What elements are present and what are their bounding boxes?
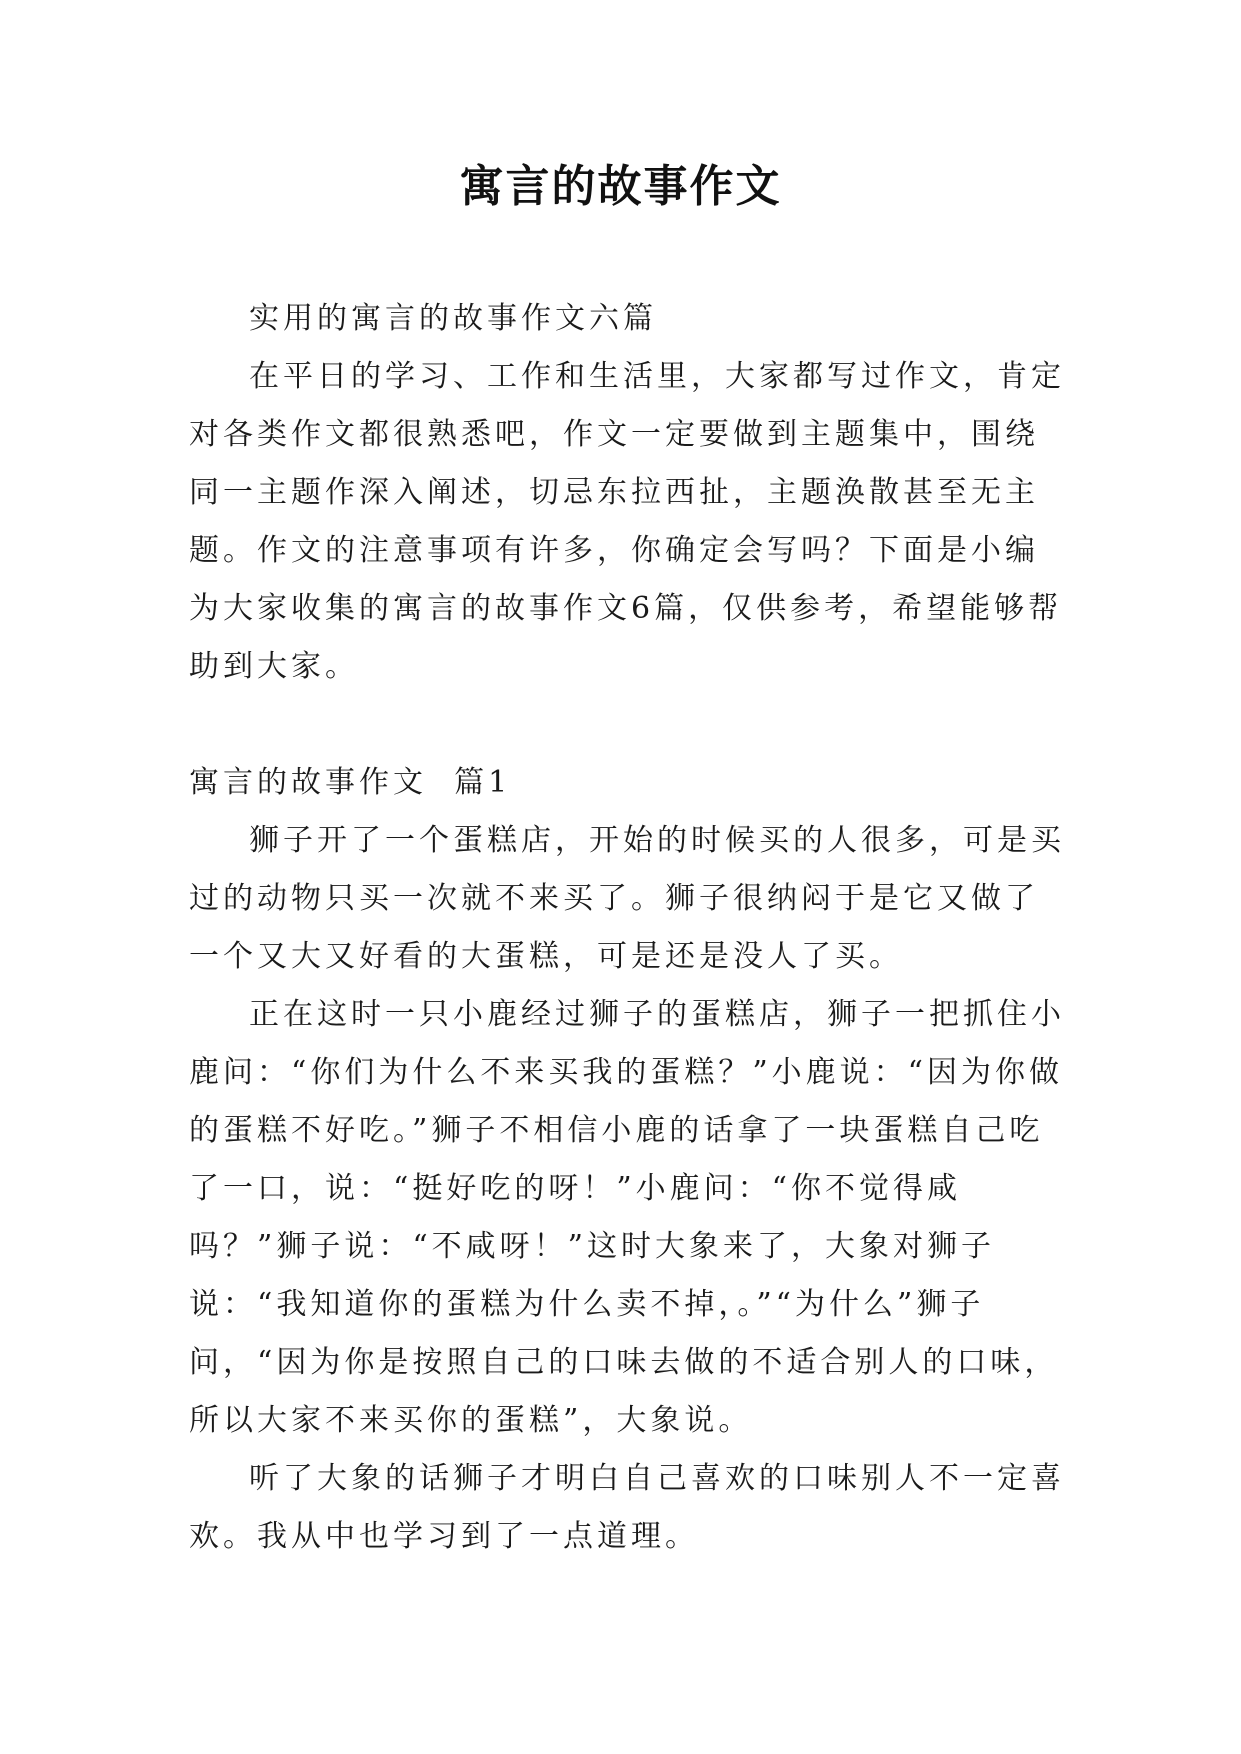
story-paragraph-2: 正在这时一只小鹿经过狮子的蛋糕店，狮子一把抓住小鹿问：“你们为什么不来买我的蛋糕？”小鹿说：“因为你做的蛋糕不好吃。”狮子不相信小鹿的话拿了一块蛋糕自己吃了一口，说：“挺好吃的呀！”小鹿问：“你不觉得咸吗？”狮子说：“不咸呀！”这时大象来了，大象对狮子说：“我知道你的蛋糕为什么卖不掉，。”“为什么”狮子问，“因为你是按照自己的口味去做的不适合别人的口味，所以大家不来买你的蛋糕”，大象说。: [189, 997, 1065, 1438]
story-paragraph-3: 听了大象的话狮子才明白自己喜欢的口味别人不一定喜欢。我从中也学习到了一点道理。: [189, 1461, 1065, 1554]
document-body: [189, 290, 1069, 1566]
story-paragraph-1: 狮子开了一个蛋糕店，开始的时候买的人很多，可是买过的动物只买一次就不来买了。狮子很纳闷于是它又做了一个又大又好看的大蛋糕，可是还是没人了买。: [189, 823, 1065, 974]
spacer: [189, 696, 1069, 754]
document-title: 寓言的故事作文: [459, 161, 782, 212]
section-heading: 寓言的故事作文 篇1: [189, 765, 512, 800]
intro-paragraph: 在平日的学习、工作和生活里，大家都写过作文，肯定对各类作文都很熟悉吧，作文一定要做到主题集中，围绕同一主题作深入阐述，切忌东拉西扯，主题涣散甚至无主题。作文的注意事项有许多，你确定会写吗？下面是小编为大家收集的寓言的故事作文6篇，仅供参考，希望能够帮助到大家。: [189, 359, 1065, 684]
document-subtitle: 实用的寓言的故事作文六篇: [249, 301, 657, 336]
